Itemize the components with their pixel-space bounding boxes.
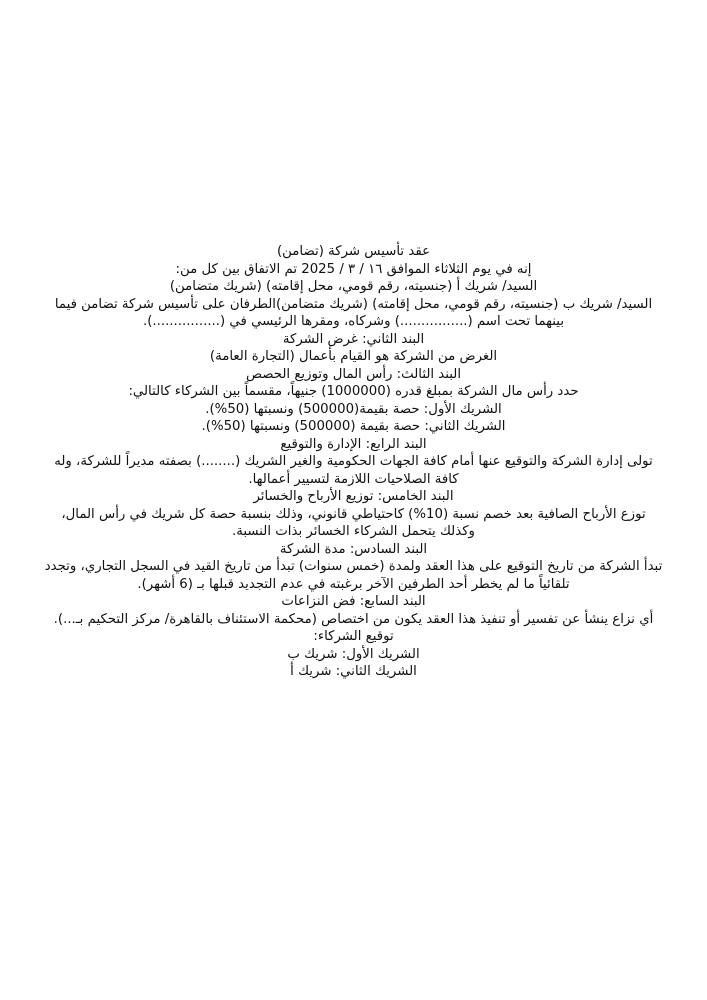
- clause-3-share-2: الشريك الثاني: حصة بقيمة (500000) ونسبتها (50%).: [201, 419, 506, 434]
- clause-4-body: تولى إدارة الشركة والتوقيع عنها أمام كافة الجهات الحكومية والغير الشريك (........) بصفته مديراً للشركة، وله كافة الصلاحيات اللازمة لتسيير أعمالها.: [49, 454, 653, 487]
- party-b: السيد/ شريك ب (جنسيته، رقم قومي، محل إقامته) (شريك متضامن)الطرفان على تأسيس شركة تضامن فيما بينهما تحت اسم (................) وشركاه، ومقرها الرئيسي في (................).: [50, 296, 653, 329]
- clause-5-body: توزع الأرباح الصافية بعد خصم نسبة (10%) كاحتياطي قانوني، وذلك بنسبة حصة كل شريك في رأس المال، وكذلك يتحمل الشركاء الخسائر بذات النسبة.: [57, 506, 646, 539]
- clause-3-share-1: الشريك الأول: حصة بقيمة(500000) ونسبتها (50%).: [205, 401, 502, 417]
- clause-4-title: البند الرابع: الإدارة والتوقيع: [280, 436, 427, 452]
- clause-2-title: البند الثاني: غرض الشركة: [282, 331, 425, 347]
- clause-3-body: حدد رأس مال الشركة بمبلغ قدره (1000000) جنيهاً، مقسماً بين الشركاء كالتالي:: [128, 384, 579, 399]
- clause-3-title: البند الثالث: رأس المال وتوزيع الحصص: [245, 366, 462, 382]
- signatures-title: توقيع الشركاء:: [313, 629, 394, 644]
- document-title: عقد تأسيس شركة (تضامن): [276, 244, 431, 259]
- clause-6-body: تبدأ الشركة من تاريخ التوقيع على هذا العقد ولمدة (خمس سنوات) تبدأ من تاريخ القيد في السجل التجاري، وتجدد تلقائياً ما لم يخطر أحد الطرفين الآخر برغبته في عدم التجديد قبلها بـ (6 أشهر).: [40, 559, 663, 592]
- clause-2-body: الغرض من الشركة هو القيام بأعمال (التجارة العامة): [209, 349, 498, 364]
- signature-1: الشريك الأول: شريك ب: [287, 646, 420, 662]
- clause-6-title: البند السادس: مدة الشركة: [279, 541, 428, 557]
- party-a: السيد/ شريك أ (جنسيته، رقم قومي، محل إقامته) (شريك متضامن): [169, 279, 538, 294]
- clause-7-body: أي نزاع ينشأ عن تفسير أو تنفيذ هذا العقد يكون من اختصاص (محكمة الاستئناف بالقاهرة/ مركز التحكيم بـ...).: [53, 611, 654, 627]
- contract-text: [40, 243, 663, 681]
- contract-intro: إنه في يوم الثلاثاء الموافق ١٦ / ٣ / 2025 تم الاتفاق بين كل من:: [175, 261, 532, 277]
- clause-5-title: البند الخامس: توزيع الأرباح والخسائر: [253, 489, 454, 504]
- clause-7-title: البند السابع: فض النزاعات: [281, 594, 426, 609]
- signature-2: الشريك الثاني: شريك أ: [290, 664, 417, 679]
